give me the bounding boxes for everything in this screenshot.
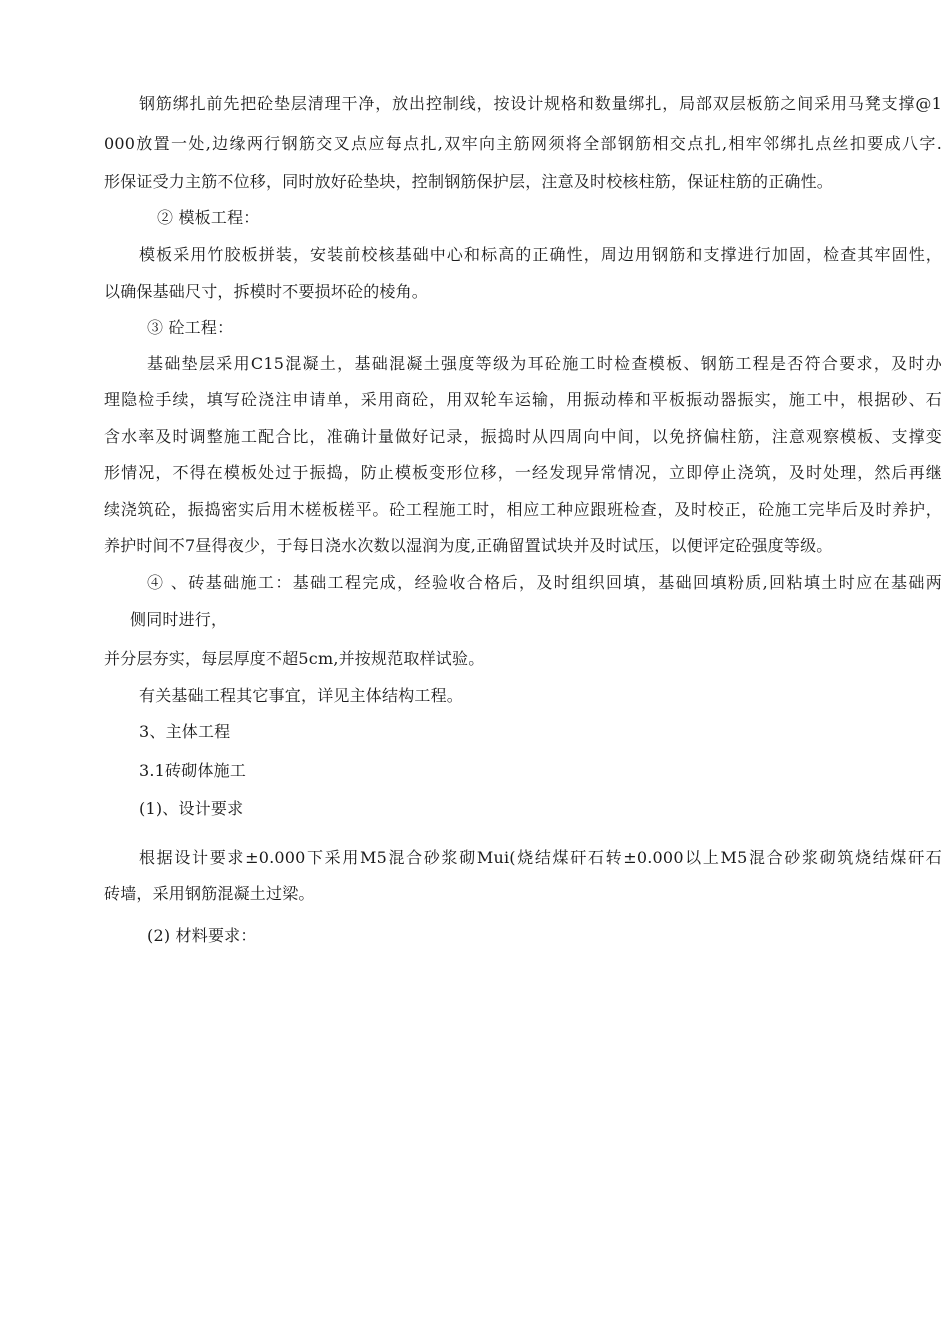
heading-masonry: 3.1砖砌体施工	[139, 761, 247, 780]
heading-formwork: ② 模板工程：	[157, 208, 260, 227]
paragraph-concrete-line-1: 基础垫层采用C15混凝土，基础混凝土强度等级为耳砼施工时检查模板、钢筋工程是否符合要求，及时办	[147, 354, 942, 373]
paragraph-concrete-line-5: 续浇筑砼，振捣密实后用木槎板槎平。砼工程施工时，相应工种应跟班检查，及时校正，砼施工完毕后及时养护，	[104, 500, 942, 519]
paragraph-design-line-1: 根据设计要求±0.000下采用M5混合砂浆砌Mui(烧结煤矸石转±0.000以上M5混合砂浆砌筑烧结煤矸石	[139, 848, 942, 867]
paragraph-brick-foundation-line-2: 侧同时进行，	[130, 610, 228, 629]
paragraph-design-line-2: 砖墙，采用钢筋混凝土过梁。	[104, 884, 315, 903]
paragraph-formwork-line-2: 以确保基础尺寸，拆模时不要损坏砼的棱角。	[104, 282, 429, 301]
paragraph-formwork-line-1: 模板采用竹胶板拼装，安装前校核基础中心和标高的正确性，周边用钢筋和支撑进行加固，检查其牢固性，	[139, 245, 942, 264]
heading-material-requirements: (2) 材料要求：	[147, 926, 257, 945]
paragraph-rebar-line-3: 形保证受力主筋不位移，同时放好砼垫块，控制钢筋保护层，注意及时校核柱筋，保证柱筋的正确性。	[104, 172, 834, 191]
heading-concrete: ③ 砼工程：	[147, 318, 234, 337]
paragraph-concrete-line-2: 理隐检手续，填写砼浇注申请单，采用商砼，用双轮车运输，用振动棒和平板振动器振实，施工中，根据砂、石	[104, 390, 942, 409]
paragraph-rebar-line-2: 000放置一处,边缘两行钢筋交叉点应每点扎,双牢向主筋网须将全部钢筋相交点扎,相牢邻绑扎点丝扣要成八字.	[104, 134, 942, 153]
paragraph-foundation-note: 有关基础工程其它事宜，详见主体结构工程。	[139, 686, 464, 705]
paragraph-brick-foundation-line-3: 并分层夯实，每层厚度不超5cm,并按规范取样试验。	[104, 649, 485, 668]
paragraph-concrete-line-3: 含水率及时调整施工配合比，准确计量做好记录，振捣时从四周向中间，以免挤偏柱筋，注意观察模板、支撑变	[104, 427, 942, 446]
paragraph-rebar-line-1: 钢筋绑扎前先把砼垫层清理干净，放出控制线，按设计规格和数量绑扎，局部双层板筋之间采用马凳支撑@1	[139, 94, 942, 113]
paragraph-concrete-line-4: 形情况，不得在模板处过于振捣，防止模板变形位移，一经发现异常情况，立即停止浇筑，及时处理，然后再继	[104, 463, 942, 482]
paragraph-concrete-line-6: 养护时间不7昼得夜少，于每日浇水次数以湿润为度,正确留置试块并及时试压，以便评定砼强度等级。	[104, 536, 833, 555]
paragraph-brick-foundation-line-1: ④ 、砖基础施工：基础工程完成，经验收合格后，及时组织回填，基础回填粉质,回粘填土时应在基础两	[147, 573, 942, 592]
heading-design-requirements: (1)、设计要求	[139, 799, 244, 818]
heading-main-structure: 3、主体工程	[139, 722, 231, 741]
